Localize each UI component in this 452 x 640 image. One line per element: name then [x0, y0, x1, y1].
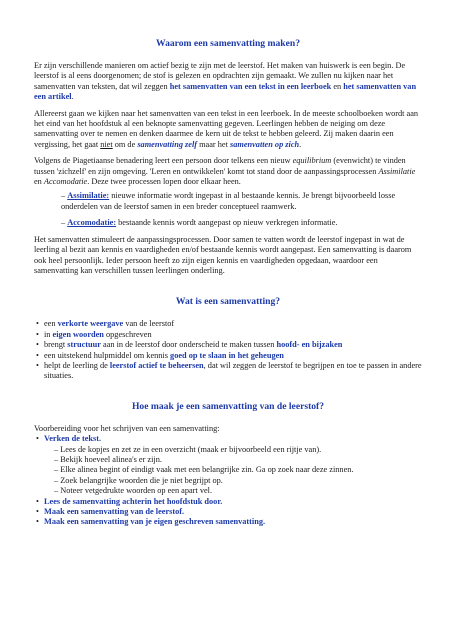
- paragraph-leerboek: [34, 109, 422, 151]
- definition-assimilatie: [61, 191, 422, 212]
- text-run: in: [44, 329, 53, 339]
- emphasis-samenvatting-zelf: samenvatting zelf: [137, 139, 198, 149]
- term-assimilatie: Assimilatie:: [67, 191, 110, 201]
- text-run: Er zijn verschillende manieren om actief bezig te zijn met de leerstof. Het maken van huiswerk is een begin. De leerstof is al eens doorgenomen; de stof is gelezen en opdrachten zijn gemaakt. We zullen nu kijken naar het samenvatten van teksten, dat wil zeggen: [34, 61, 406, 91]
- substep: – Zoek belangrijke woorden die je niet begrijpt op.: [54, 475, 223, 485]
- list-item: [34, 517, 422, 527]
- preparation-intro: Voorbereiding voor het schrijven van een samenvatting:: [34, 423, 220, 433]
- emphasis: eigen woorden: [52, 329, 104, 339]
- text-run: Allereerst gaan we kijken naar het samenvatten van een tekst in een leerboek. In de meeste schoolboeken wordt aan het eind van het hoofdstuk al een beknopte samenvatting gegeven. Leerlingen hebben de neiging om deze samenvatting over te nemen en denken daarmee de kern uit de tekst te hebben geleerd. Zij maken daarin een vergissing, het gaat: [34, 108, 419, 149]
- text-run: .: [71, 92, 74, 102]
- list-item: [34, 497, 422, 507]
- emphasis: structuur: [67, 340, 101, 350]
- text-run: en: [34, 177, 44, 187]
- bullet-icon: •: [36, 496, 39, 506]
- paragraph-piaget: [34, 156, 422, 187]
- paragraph-intro: [34, 61, 422, 103]
- definition-accomodatie: [61, 218, 422, 228]
- emphasis-samenvatten-op-zich: samenvatten op zich: [229, 139, 300, 149]
- text-run: , dat wil zeggen de leerstof te begrijpen en toe te passen in andere situaties.: [44, 360, 422, 381]
- text-run: van de leerstof: [123, 319, 175, 329]
- text-run: .: [299, 139, 302, 149]
- substep-list: [44, 445, 422, 497]
- text-run: opgeschreven: [103, 329, 152, 339]
- bullet-icon: •: [36, 319, 39, 329]
- text-run: (evenwicht) te vinden tussen 'zichzelf' en zijn omgeving. 'Leren en ontwikkelen' komt tot stand door de aanpassingsprocessen: [34, 156, 406, 176]
- bullet-icon: •: [36, 434, 39, 444]
- list-item: [34, 330, 422, 340]
- list-item: [34, 434, 422, 496]
- bullet-icon: •: [36, 507, 39, 516]
- bullet-icon: •: [36, 340, 39, 350]
- bullet-icon: •: [36, 329, 39, 339]
- step-verken: Verken de tekst.: [44, 434, 102, 444]
- term-accomodatie: Accomodatie:: [67, 218, 117, 228]
- italic-accomodatie: Accomodatie: [43, 177, 88, 187]
- bullet-icon: •: [36, 350, 39, 360]
- text-run: maar het: [197, 139, 230, 149]
- step-maak-leerstof: Maak een samenvatting van de leerstof.: [44, 507, 185, 516]
- text-run: bestaande kennis wordt aangepast op nieuw verkregen informatie.: [116, 218, 338, 228]
- text-run: om de: [112, 139, 138, 149]
- emphasis: leerstof actief te beheersen: [109, 360, 204, 370]
- paragraph-aanpassing: Het samenvatten stimuleert de aanpassingsprocessen. Door samen te vatten wordt de leerstof ingepast in wat de leerling al bezit aan kennis en vaardigheden en/of bestaande kennis wordt aangepast. Een samenvatting is daarom ook heel persoonlijk. Ieder persoon heeft zo zijn eigen kennis en vaardigheden opgedaan, waardoor een samenvatting kan verschillen tussen leerlingen onderling.: [34, 234, 412, 275]
- emphasis: verkorte weergave: [57, 319, 124, 329]
- italic-equilibrium: equilibrium: [292, 156, 332, 166]
- substep: – Bekijk hoeveel alinea's er zijn.: [54, 454, 162, 464]
- list-item: [34, 319, 422, 329]
- text-run: een uitstekend hulpmiddel om kennis: [44, 350, 171, 360]
- step-lees: Lees de samenvatting achterin het hoofdstuk door.: [44, 496, 223, 506]
- substep: – Lees de kopjes en zet ze in een overzicht (maak er bijvoorbeeld een rijtje van).: [54, 444, 322, 454]
- list-item: [34, 351, 422, 361]
- text-run: nieuwe informatie wordt ingepast in al bestaande kennis. Je brengt bijvoorbeeld losse onderdelen van de leerstof samen in een breder conceptueel raamwerk.: [61, 191, 396, 211]
- emphasis-artikel: het samenvatten van een artikel: [34, 81, 417, 102]
- emphasis: goed op te slaan in het geheugen: [170, 350, 284, 360]
- text-run: helpt de leerling de: [44, 360, 110, 370]
- definition-list: [34, 319, 422, 381]
- list-item: [34, 507, 422, 517]
- steps-list: [34, 434, 422, 528]
- page-content: [34, 38, 422, 528]
- bullet-icon: •: [36, 517, 39, 527]
- italic-assimilatie: Assimilatie: [378, 166, 416, 176]
- dash-marker: –: [61, 218, 66, 228]
- substep: – Elke alinea begint of eindigt vaak met een belangrijke zin. Ga op zoek naar deze zinnen.: [54, 465, 354, 475]
- list-item: [34, 361, 422, 382]
- section-title-waarom: Waarom een samenvatting maken?: [156, 38, 300, 49]
- bullet-icon: •: [36, 360, 39, 370]
- section-title-hoe-maak: Hoe maak je een samenvatting van de leerstof?: [131, 400, 325, 412]
- underlined-niet: niet: [100, 139, 113, 149]
- text-run: . Deze twee processen lopen door elkaar heen.: [87, 177, 241, 187]
- step-maak-eigen: Maak een samenvatting van je eigen geschreven samenvatting.: [44, 517, 266, 527]
- section-title-wat-is: Wat is een samenvatting?: [175, 296, 281, 308]
- substep: – Noteer vetgedrukte woorden op een apart vel.: [54, 486, 213, 496]
- list-item: [34, 340, 422, 350]
- text-run: Volgens de Piagetiaanse benadering leert een persoon door telkens een nieuw: [34, 156, 293, 166]
- text-run: aan in de leerstof door onderscheid te maken tussen: [100, 340, 277, 350]
- text-run: een: [44, 319, 58, 329]
- text-run: en: [331, 81, 344, 91]
- emphasis-leerboek: het samenvatten van een tekst in een leerboek: [169, 81, 332, 91]
- emphasis: hoofd- en bijzaken: [276, 340, 343, 350]
- dash-marker: –: [61, 191, 66, 201]
- text-run: brengt: [44, 340, 68, 350]
